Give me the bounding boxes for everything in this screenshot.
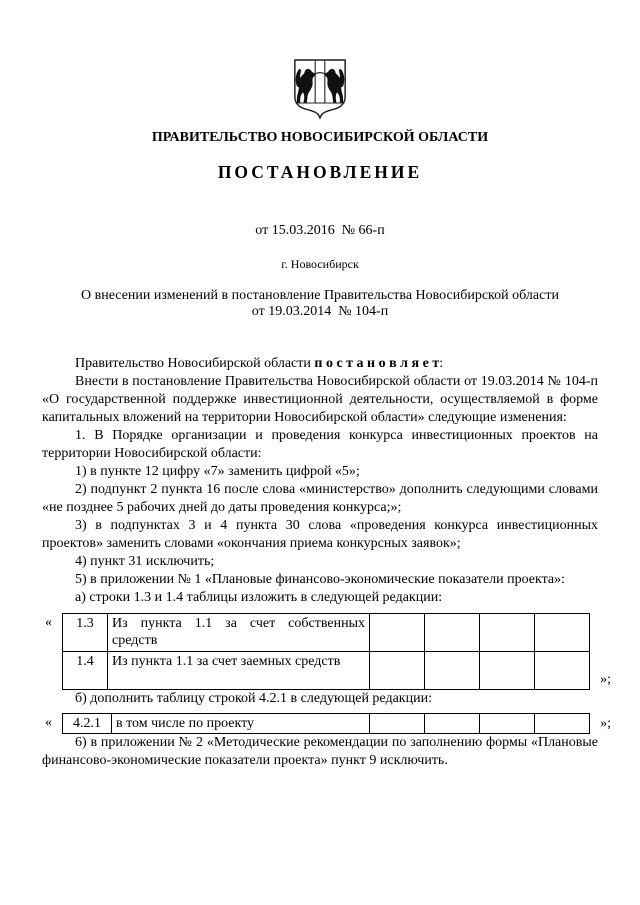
row-text-cell: Из пункта 1.1 за счет заемных средств [108,652,370,690]
amendment-table-1-wrap [45,613,611,690]
row-number-cell: 1.3 [63,614,108,652]
paragraph-subitem-4: 4) пункт 31 исключить; [75,554,215,569]
paragraph-subitem-5: 5) в приложении № 1 «Плановые финансово-экономические показатели проекта»: [75,572,565,587]
paragraph-item-1: 1. В Порядке организации и проведения конкурса инвестиционных проектов на территории Новосибирской области: [42,428,598,461]
document-type-heading: ПОСТАНОВЛЕНИЕ [217,162,423,182]
paragraph-subitem-3: 3) в подпунктах 3 и 4 пункта 30 слова «проведения конкурса инвестиционных проектов» заменить словами «окончания приема конкурсных заявок»; [42,518,598,551]
empty-cell [480,652,535,690]
date-and-number: от 15.03.2016 № 66-п [255,223,385,238]
table-row [63,652,590,690]
table2-open-quote: « [45,715,52,730]
table1-open-quote: « [45,615,52,630]
amendment-table-1 [62,613,590,690]
empty-cell [535,614,590,652]
novosibirsk-region-coat-of-arms-icon [291,58,349,120]
resolution-suffix: : [439,356,444,371]
empty-cell [535,652,590,690]
paragraph-subitem-6: 6) в приложении № 2 «Методические рекомендации по заполнению формы «Плановые финансово-экономические показатели проекта» пункт 9 исключить. [42,735,598,768]
emblem-container [0,0,640,120]
table1-close-quote: »; [600,672,611,687]
table-row [63,614,590,652]
document-title [0,288,640,320]
city-label: г. Новосибирск [281,257,359,271]
table2-close-quote: »; [600,716,611,731]
paragraph-subitem-2: 2) подпункт 2 пункта 16 после слова «министерство» дополнить следующими словами «не позднее 5 рабочих дней до даты проведения конкурса;»; [42,482,598,515]
row-text-cell: в том числе по проекту [112,714,370,734]
empty-cell [425,714,480,734]
amendment-table-2-wrap [45,713,611,734]
document-title-line2: от 19.03.2014 № 104-п [251,304,389,319]
document-body [42,355,611,770]
empty-cell [535,714,590,734]
paragraph-amend-intro: Внести в постановление Правительства Новосибирской области от 19.03.2014 № 104-п «О государственной поддержке инвестиционной деятельности, осуществляемой в форме капитальных вложений на территории Новосибирской области» следующие изменения: [42,374,598,425]
paragraph-subitem-5a: а) строки 1.3 и 1.4 таблицы изложить в следующей редакции: [75,590,443,605]
empty-cell [480,714,535,734]
empty-cell [425,614,480,652]
resolution-prefix: Правительство Новосибирской области [75,356,315,371]
organization-name: ПРАВИТЕЛЬСТВО НОВОСИБИРСКОЙ ОБЛАСТИ [151,130,489,145]
document-title-line1: О внесении изменений в постановление Правительства Новосибирской области [81,288,559,303]
empty-cell [370,652,425,690]
row-number-cell: 1.4 [63,652,108,690]
empty-cell [480,614,535,652]
row-text-cell: Из пункта 1.1 за счет собственных средств [108,614,370,652]
table-row [63,714,590,734]
empty-cell [425,652,480,690]
empty-cell [370,614,425,652]
row-number-cell: 4.2.1 [63,714,112,734]
amendment-table-2 [62,713,590,734]
paragraph-subitem-1: 1) в пункте 12 цифру «7» заменить цифрой «5»; [75,464,360,479]
empty-cell [370,714,425,734]
paragraph-subitem-5b: б) дополнить таблицу строкой 4.2.1 в следующей редакции: [75,691,432,706]
resolution-emphasis: п о с т а н о в л я е т [314,356,440,371]
paragraph-resolution [42,355,598,373]
